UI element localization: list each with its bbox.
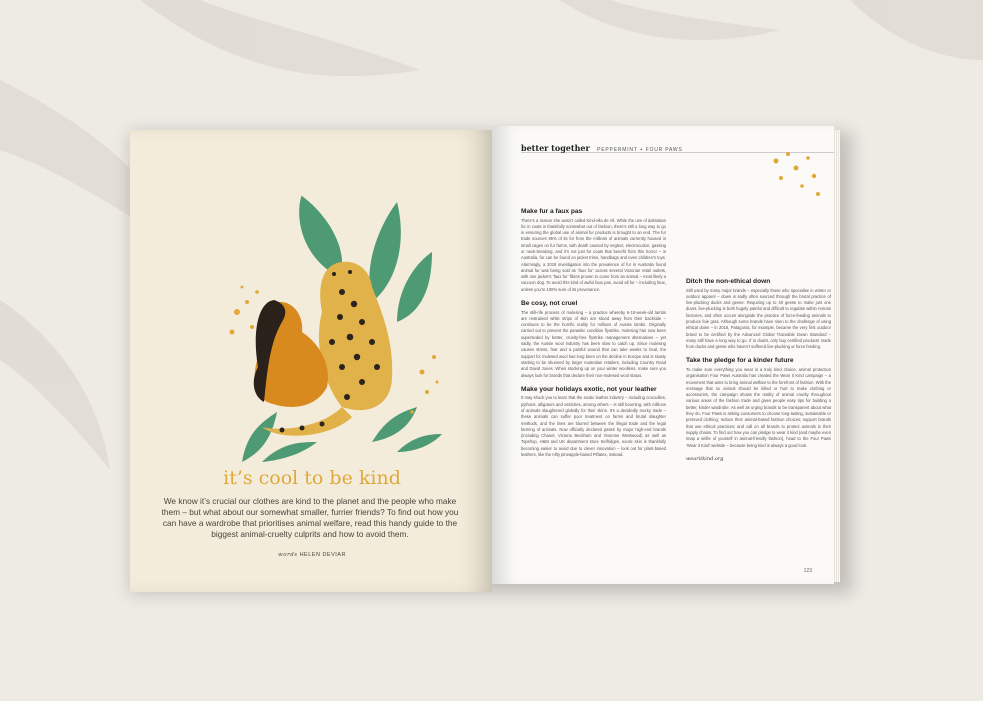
section-heading: Take the pledge for a kinder future [686, 357, 794, 365]
decorative-dots [766, 146, 826, 206]
column-right [686, 278, 831, 462]
section-body: There’s a reason she wasn’t called Kind-ella de Vil. While the use of dalmatian fur in coats is thankfully somewhat out of fashion, there’s still a long way to go in ensuring the global use of animal fur products is brought to an end. The fur trade sources 95% of its fur from the millions of animals currently housed in small cages on fur farms, with death caused by neglect, electrocution, gassing or neck-breaking, and it’s not just fur coats that benefit from this horror – in Australia, fur can be found on jacket trims, handbags and even children’s toys. Alarmingly, a 2019 investigation into the prevalence of fur in Australia found animal fur was being sold as ‘faux fur’ across several Victorian retail outlets, with one jacket’s ‘faux fur’ fibres proven to come from an animal – most likely a raccoon dog. To avoid this kind of awful faux pas, avoid all fur – including faux, unless you’re 100% sure of its provenance. [521, 217, 666, 292]
column-left [521, 208, 666, 465]
left-page [130, 130, 492, 592]
page-edges [834, 130, 840, 582]
byline-label: words [278, 552, 298, 558]
section-body: The still-rife process of mulesing – a practice whereby 6-10-week-old lambs are restrained while strips of skin are sliced away from their backside – continues to be the horrific reality for millions of Aussie lambs. Originally carried out to prevent the parasitic condition flystrike, mulesing has now been superseded by better, cruelty-free flystrike management alternatives – yet sadly, the Aussie wool industry has been slow to catch up. Since mulesing causes stress, fear and a painful wound that can take weeks to heal, the support for mulesed wool has long been on the decline in Europe and is slowly starting to be shunned by larger Australian retailers, including Country Road and David Jones. When stocking up on your winter woollens, make sure you always look for brands that declare their non-mulesed wool status. [521, 309, 666, 378]
page-number: 123 [803, 568, 812, 574]
right-page [492, 126, 834, 584]
section-body: It may shock you to learn that the exotic leather industry – including crocodiles, pythons, alligators and ostriches, among others – is still booming, with millions of animals slaughtered globally for their skins. It’s a decidedly murky trade – these animals can suffer poor treatment on farms and brutal slaughter methods, and the lines are blurred between the illegal trade and the legal farming of animals. Now officially declared passé by major high-end brands (including Chanel, Victoria Beckham and Vivienne Westwood) as well as Topshop, H&M and UK department store Selfridges, exotic skin is thankfully becoming easier to avoid due to clever innovation – look out for plant-based leathers, like the nifty pineapple-based Piñatex, instead. [521, 395, 666, 457]
section-heading: Be cosy, not cruel [521, 300, 578, 308]
section-label: PEPPERMINT + FOUR PAWS [597, 147, 683, 153]
section-heading: Ditch the non-ethical down [686, 278, 771, 285]
woman-and-leopard-illustration [222, 192, 452, 462]
section-heading: Make fur a faux pas [521, 208, 583, 215]
byline-author: HELEN DEVIAR [299, 552, 346, 558]
open-magazine [120, 118, 846, 588]
section-heading: Make your holidays exotic, not your leather [521, 385, 657, 393]
article-headline: it’s cool to be kind [223, 467, 401, 489]
section-body: To make sure everything you wear is a truly kind choice, animal protection organisation Four Paws Australia has created the Wear it Kind campaign – a movement that aims to bring animal welfare to the forefront of fashion. With the message that no animal should be killed or hurt to make clothing or accessories, the campaign shows the reality of animal cruelty throughout various areas of the fashion trade and gives people easy tips for building a better, kinder wardrobe. As well as urging brands to be transparent about what they do, Four Paws is asking consumers to choose long-lasting, sustainable or preloved clothing; reduce their animal-based fashion choices; support brands that use ethical practices; and call on all brands to protect animals in their supply chains. To find out how you can pledge to wear it kind (and maybe even snap a selfie of yourself in animal-friendly fashion), head to the Four Paws ‘Wear it Kind’ website – because being kind is always a good look. [686, 366, 831, 448]
section-body: Still used by many major brands – especially those who specialise in winter or outdoor apparel – down is sadly often sourced through the brutal practice of live-plucking ducks and geese. Requiring up to 40 geese to make just one duvet, live-plucking is both hugely painful and difficult to regulate within remote factories, and often occurs alongside the practice of force-feeding animals to produce foie gras. Although some brands have risen to the challenge of using ethical down – in 2018, Patagonia, for example, became the very first outdoor brand to be certified by the Advanced Global Traceable Down Standard – many still have a long way to go. If in doubt, only buy certified products made from ducks and geese who haven’t suffered live-plucking or force feeding. [686, 287, 831, 350]
brand-label: better together [521, 143, 590, 153]
website-signoff: wearitkind.org [686, 455, 724, 462]
article-intro: We know it’s crucial our clothes are kind to the planet and the people who make them – but what about our somewhat smaller, furrier friends? To find out how you can have a wardrobe that prioritises animal welfare, read this handy guide to the biggest animal-cruelty culprits and how to avoid them. [161, 496, 459, 539]
byline [142, 552, 482, 558]
